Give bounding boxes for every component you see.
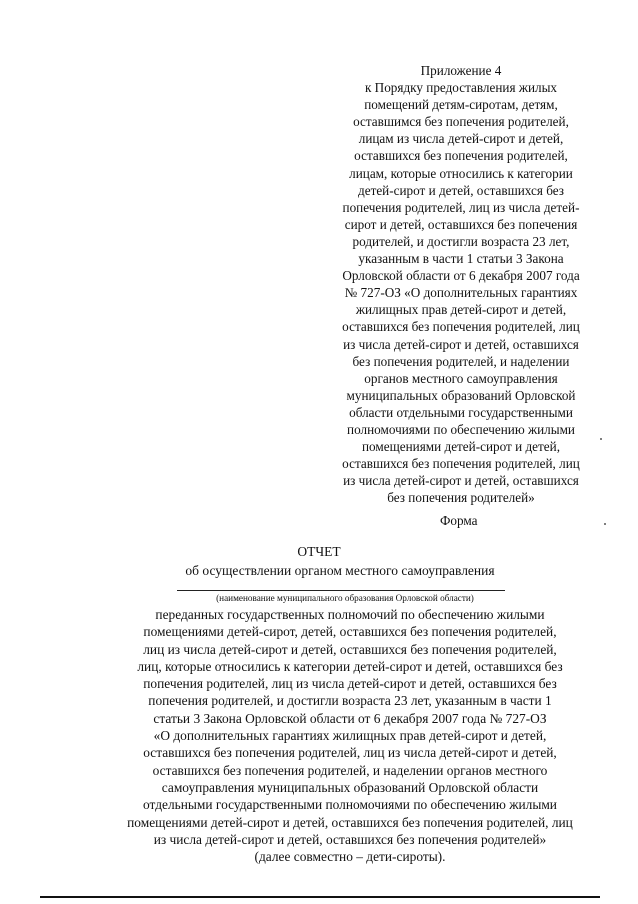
report-body-line: (далее совместно – дети-сироты). [254, 849, 446, 865]
appendix-line: без попечения родителей» [387, 490, 535, 506]
appendix-line: помещений детям-сиротам, детям, [364, 97, 558, 113]
appendix-line: № 727-ОЗ «О дополнительных гарантиях [344, 285, 578, 301]
page-bottom-rule [40, 896, 600, 898]
report-body-line: лиц из числа детей-сирот и детей, оставшихся без попечения родителей, [143, 641, 557, 657]
appendix-line: без попечения родителей, и наделении [352, 353, 570, 369]
report-body-line: самоуправления муниципальных образований Орловской области [161, 779, 539, 795]
appendix-line: из числа детей-сирот и детей, оставшихся [343, 336, 579, 352]
report-body [30, 606, 638, 865]
report-body-line: попечения родителей, лиц из числа детей-сирот и детей, оставшихся без [143, 676, 557, 692]
appendix-line: оставшихся без попечения родителей, лиц [342, 456, 580, 472]
report-body-line: помещениями детей-сирот, детей, оставшихся без попечения родителей, [143, 624, 557, 640]
appendix-header [316, 62, 606, 506]
appendix-line: к Порядку предоставления жилых [364, 80, 558, 96]
appendix-line: органов местного самоуправления [364, 370, 558, 386]
report-body-line: попечения родителей, и достигли возраста 23 лет, указанным в части 1 [148, 693, 552, 709]
report-body-line: лиц, которые относились к категории детей-сирот и детей, оставшихся без [137, 658, 563, 674]
appendix-line: жилищных прав детей-сирот и детей, [355, 302, 567, 318]
form-label: Форма [440, 513, 478, 528]
appendix-line: из числа детей-сирот и детей, оставшихся [343, 473, 579, 489]
appendix-line: попечения родителей, лиц из числа детей- [342, 199, 580, 215]
appendix-line: оставшихся без попечения родителей, лиц [342, 319, 580, 335]
appendix-line: помещениями детей-сирот и детей, [362, 439, 560, 455]
municipality-name-caption: (наименование муниципального образования Орловской области) [216, 593, 474, 603]
appendix-line: Орловской области от 6 декабря 2007 года [342, 268, 580, 284]
appendix-line: области отдельными государственными [349, 404, 573, 420]
municipality-name-line [177, 590, 505, 591]
appendix-line: полномочиями по обеспечению жилыми [347, 421, 575, 437]
report-subtitle: об осуществлении органом местного самоуправления [185, 563, 495, 578]
appendix-line: оставшимся без попечения родителей, [353, 114, 569, 130]
appendix-line: Приложение 4 [420, 63, 502, 78]
appendix-line: муниципальных образований Орловской [346, 387, 576, 403]
scan-speck [600, 438, 602, 440]
report-body-line: отдельными государственными полномочиями по обеспечению жилыми [143, 797, 557, 813]
appendix-line: оставшихся без попечения родителей, [354, 148, 568, 164]
report-body-line: оставшихся без попечения родителей, лиц из числа детей-сирот и детей, [143, 745, 557, 761]
appendix-line: родителей, и достигли возраста 23 лет, [352, 233, 570, 249]
report-body-line: «О дополнительных гарантиях жилищных прав детей-сирот и детей, [153, 728, 547, 744]
report-title: ОТЧЕТ [297, 544, 341, 559]
report-body-line: помещениями детей-сирот и детей, оставшихся без попечения родителей, лиц [127, 814, 573, 830]
appendix-line: детей-сирот и детей, оставшихся без [358, 182, 564, 198]
report-body-line: статьи 3 Закона Орловской области от 6 декабря 2007 года № 727-ОЗ [153, 710, 547, 726]
report-body-line: оставшихся без попечения родителей, и наделении органов местного [152, 762, 548, 778]
appendix-line: лицам, которые относились к категории [349, 165, 573, 181]
report-body-line: переданных государственных полномочий по обеспечению жилыми [155, 607, 545, 622]
scan-speck [604, 523, 606, 525]
appendix-line: указанным в части 1 статьи 3 Закона [358, 251, 564, 267]
appendix-line: сирот и детей, оставшихся без попечения [344, 216, 578, 232]
report-body-line: из числа детей-сирот и детей, оставшихся без попечения родителей» [153, 831, 547, 847]
appendix-line: лицам из числа детей-сирот и детей, [358, 131, 564, 147]
